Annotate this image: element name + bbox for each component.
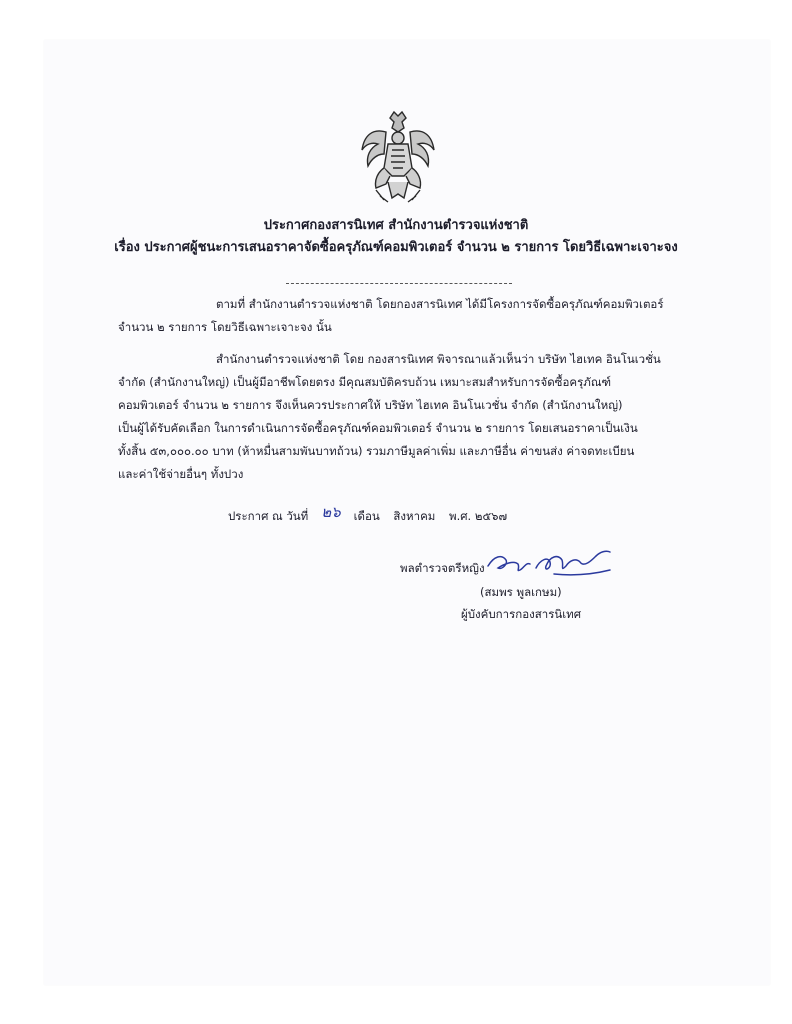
announcement-title: ประกาศกองสารนิเทศ สำนักงานตำรวจแห่งชาติ — [263, 218, 529, 233]
announcement-subject: เรื่อง ประกาศผู้ชนะการเสนอราคาจัดซื้อครุภัณฑ์คอมพิวเตอร์ จำนวน ๒ รายการ โดยวิธีเฉพาะเจาะจง — [114, 240, 678, 255]
body-line: ตามที่ สำนักงานตำรวจแห่งชาติ โดยกองสารนิเทศ ได้มีโครงการจัดซื้อครุภัณฑ์คอมพิวเตอร์ — [216, 297, 664, 311]
body-line: และค่าใช้จ่ายอื่นๆ ทั้งปวง — [118, 467, 244, 481]
header-divider — [286, 283, 512, 284]
date-month: สิงหาคม — [393, 509, 436, 523]
body-line: ทั้งสิ้น ๕๓,๐๐๐.๐๐ บาท (ห้าหมื่นสามพันบาทถ้วน) รวมภาษีมูลค่าเพิ่ม และภาษีอื่น ค่าขนส่ง ค่าจดทะเบียน — [118, 444, 635, 458]
date-day: ๒๖ — [321, 503, 341, 521]
body-line: สำนักงานตำรวจแห่งชาติ โดย กองสารนิเทศ พิจารณาแล้วเห็นว่า บริษัท ไฮเทค อินโนเวชั่น — [216, 352, 661, 366]
announcement-date — [228, 503, 507, 527]
date-prefix: ประกาศ ณ วันที่ — [228, 509, 309, 523]
handwritten-signature — [484, 546, 614, 580]
signer-rank: พลตำรวจตรีหญิง — [400, 561, 485, 575]
body-line: เป็นผู้ได้รับคัดเลือก ในการดำเนินการจัดซื้อครุภัณฑ์คอมพิวเตอร์ จำนวน ๒ รายการ โดยเสนอราคาเป็นเงิน — [118, 421, 638, 435]
signer-position: ผู้บังคับการกองสารนิเทศ — [461, 607, 582, 621]
body-line: จำกัด (สำนักงานใหญ่) เป็นผู้มีอาชีพโดยตรง มีคุณสมบัติครบถ้วน เหมาะสมสำหรับการจัดซื้อครุภัณฑ์ — [118, 375, 612, 389]
garuda-emblem-icon — [358, 110, 438, 206]
date-year: พ.ศ. ๒๕๖๗ — [449, 509, 508, 523]
body-line: จำนวน ๒ รายการ โดยวิธีเฉพาะเจาะจง นั้น — [118, 320, 332, 334]
body-line: คอมพิวเตอร์ จำนวน ๒ รายการ จึงเห็นควรประกาศให้ บริษัท ไฮเทค อินโนเวชั่น จำกัด (สำนักงานใหญ่) — [118, 398, 623, 412]
signer-name: (สมพร พูลเกษม) — [480, 585, 562, 599]
date-month-label: เดือน — [353, 509, 380, 523]
